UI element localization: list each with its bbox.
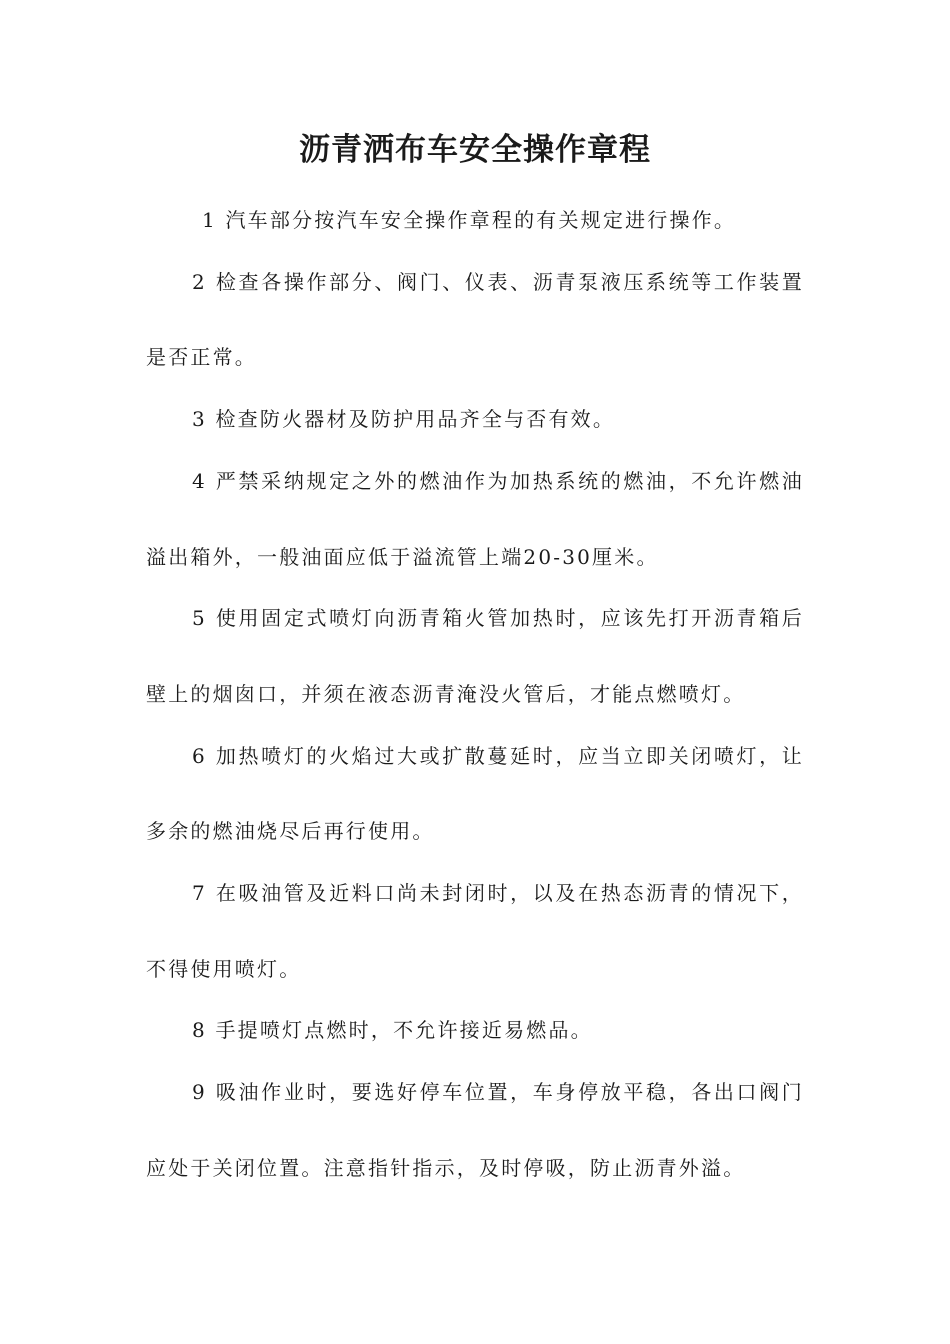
document-title: 沥青洒布车安全操作章程 [299,132,651,168]
rule-6-line-1: 6 加热喷灯的火焰过大或扩散蔓延时，应当立即关闭喷灯，让 [192,744,804,768]
rule-2-line-2: 是否正常。 [146,345,257,369]
rule-7-line-2: 不得使用喷灯。 [146,957,302,981]
rule-8-line-1: 8 手提喷灯点燃时，不允许接近易燃品。 [192,1018,593,1042]
rule-1-line-1: 1 汽车部分按汽车安全操作章程的有关规定进行操作。 [202,208,737,232]
rule-9-line-1: 9 吸油作业时，要选好停车位置，车身停放平稳，各出口阀门 [192,1080,804,1104]
rule-4-line-2: 溢出箱外，一般油面应低于溢流管上端20-30厘米。 [146,545,659,569]
rule-5-line-1: 5 使用固定式喷灯向沥青箱火管加热时，应该先打开沥青箱后 [192,606,804,630]
rule-3-line-1: 3 检查防火器材及防护用品齐全与否有效。 [192,407,616,431]
rule-9-line-2: 应处于关闭位置。注意指针指示，及时停吸，防止沥青外溢。 [146,1156,746,1180]
rule-7-line-1: 7 在吸油管及近料口尚未封闭时，以及在热态沥青的情况下， [192,881,804,905]
rule-6-line-2: 多余的燃油烧尽后再行使用。 [146,819,435,843]
rule-5-line-2: 壁上的烟囱口，并须在液态沥青淹没火管后，才能点燃喷灯。 [146,682,746,706]
rule-2-line-1: 2 检查各操作部分、阀门、仪表、沥青泵液压系统等工作装置 [192,270,804,294]
rule-4-line-1: 4 严禁采纳规定之外的燃油作为加热系统的燃油，不允许燃油 [192,469,804,493]
